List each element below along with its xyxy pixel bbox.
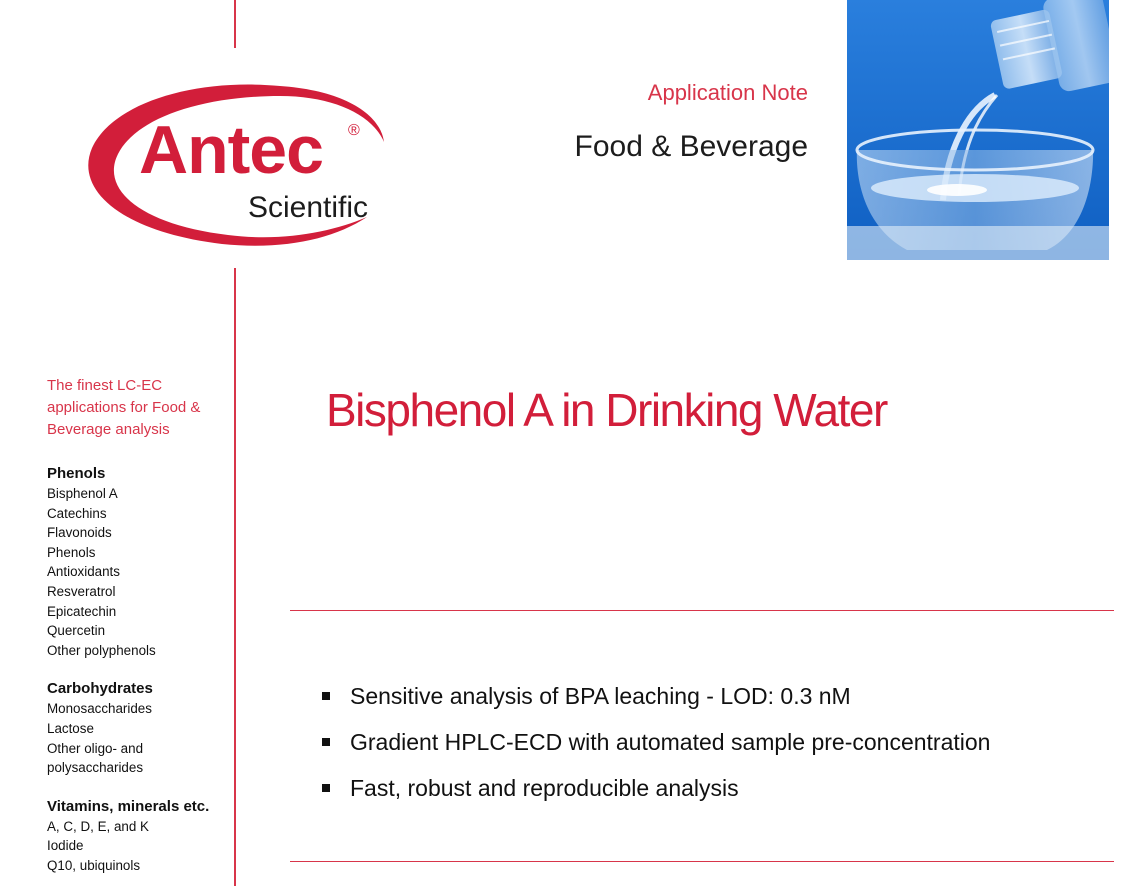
topic-item: Epicatechin xyxy=(47,603,117,619)
highlight-text: Sensitive analysis of BPA leaching - LOD: 0.3 nM xyxy=(350,682,851,709)
document-title: Bisphenol A in Drinking Water xyxy=(326,384,887,436)
topic-section xyxy=(47,464,232,660)
topic-section xyxy=(47,679,232,777)
topic-item: A, C, D, E, and K xyxy=(47,818,149,834)
highlight-text: Fast, robust and reproducible analysis xyxy=(350,774,739,801)
topic-heading: Phenols xyxy=(47,465,106,482)
highlight-text: Gradient HPLC-ECD with automated sample pre-concentration xyxy=(350,728,991,755)
sidebar-tagline: The finest LC-EC applications for Food & Beverage analysis xyxy=(47,377,201,438)
bullet-square-icon xyxy=(322,692,330,700)
antec-logo xyxy=(82,82,392,248)
topic-item: Other oligo- and xyxy=(47,740,144,756)
topic-item: Antioxidants xyxy=(47,564,120,580)
topic-item: Iodide xyxy=(47,838,84,854)
bullet-square-icon xyxy=(322,738,330,746)
logo-subtitle: Scientific xyxy=(248,191,369,224)
highlights-list xyxy=(322,673,990,811)
registered-mark: ® xyxy=(348,122,360,139)
divider-vertical xyxy=(234,268,236,886)
divider-top xyxy=(290,610,1114,611)
topic-item: Other polyphenols xyxy=(47,642,156,658)
divider-vertical-top xyxy=(234,0,236,48)
divider-bottom xyxy=(290,861,1114,862)
topic-item: Flavonoids xyxy=(47,525,112,541)
doc-category: Food & Beverage xyxy=(574,130,808,163)
topic-item: Monosaccharides xyxy=(47,701,152,717)
topic-item: Quercetin xyxy=(47,623,106,639)
topic-item: Phenols xyxy=(47,544,96,560)
topic-heading: Vitamins, minerals etc. xyxy=(47,797,210,815)
doc-type-label: Application Note xyxy=(647,80,808,105)
topic-item: polysaccharides xyxy=(47,760,144,776)
logo-wordmark: Antec xyxy=(139,112,323,188)
highlight-item xyxy=(322,719,990,765)
topic-item: Catechins xyxy=(47,505,107,521)
topic-item: Lactose xyxy=(47,720,94,736)
sidebar-topics xyxy=(47,464,232,895)
highlight-item xyxy=(322,673,990,719)
topic-item: Q10, ubiquinols xyxy=(47,857,141,873)
topic-item: Resveratrol xyxy=(47,583,116,599)
topic-section xyxy=(47,797,232,876)
highlight-item xyxy=(322,765,990,811)
topic-heading: Carbohydrates xyxy=(47,680,153,698)
bullet-square-icon xyxy=(322,784,330,792)
topic-item: Bisphenol A xyxy=(47,486,118,501)
water-glass-photo xyxy=(847,0,1109,260)
